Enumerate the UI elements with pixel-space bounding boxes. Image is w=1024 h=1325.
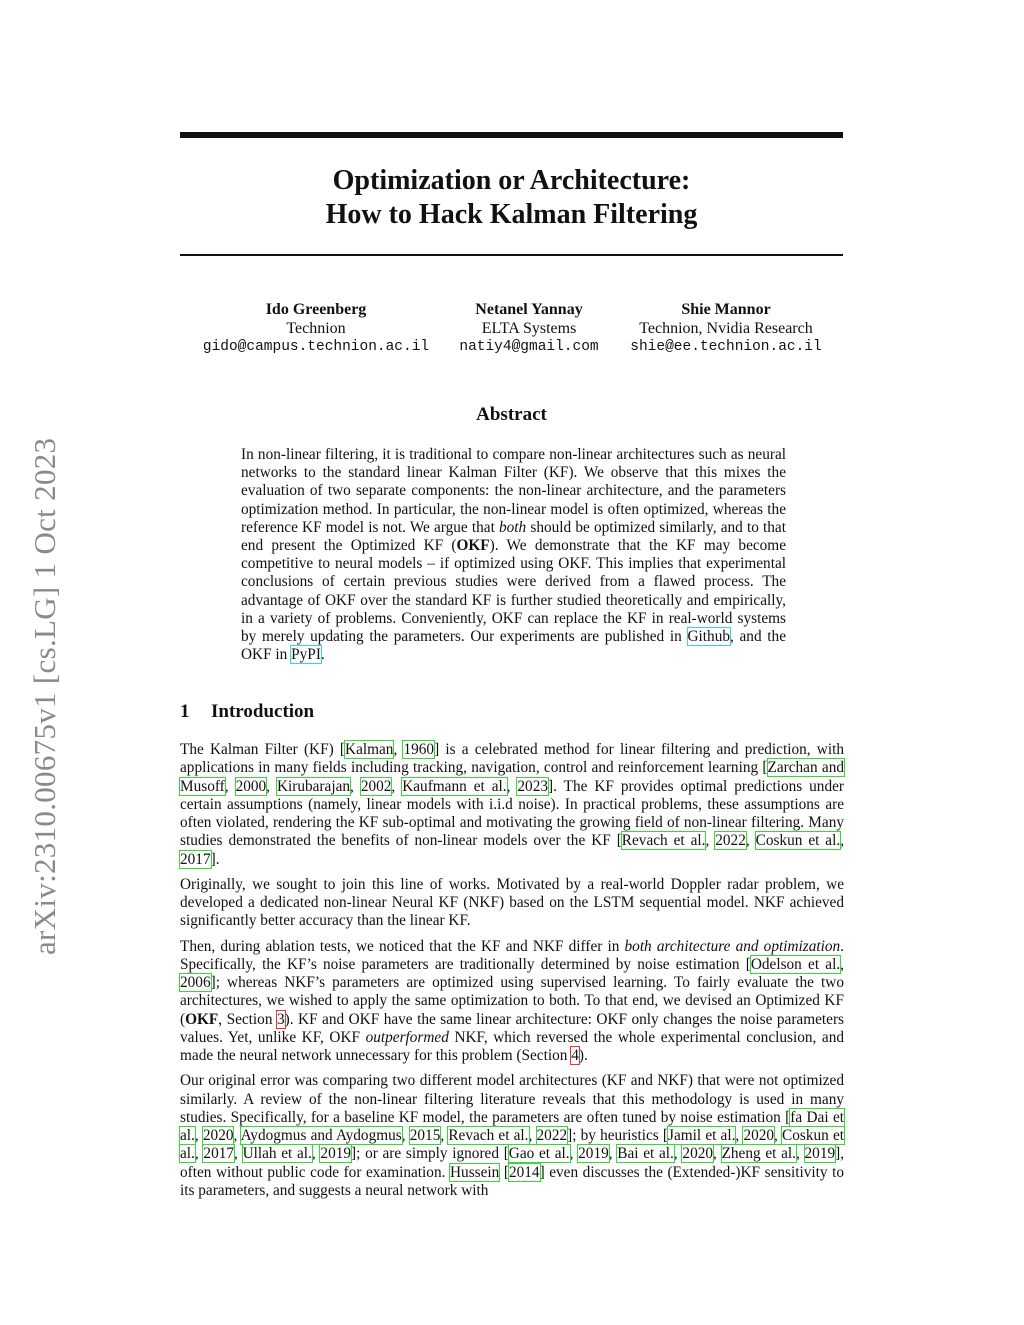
citation-link[interactable]: 2022 [536, 1127, 568, 1144]
text-run: Our original error was comparing two different model architectures (KF and NKF) that were not optimized similarly. A review of the non-linear filtering literature reveals that this methodology is used in many studies. Specifically, for a baseline KF model, the parameters are often tuned by noise estimation [ [180, 1072, 844, 1126]
pypi-link[interactable]: PyPI [291, 646, 321, 664]
author-email[interactable]: natiy4@gmail.com [459, 339, 599, 355]
text-run: , [233, 1127, 241, 1144]
text-run: ). KF and OKF have the same linear architecture: OKF only changes the noise parameters values. Yet, unlike KF, OKF [180, 1010, 844, 1046]
author-name: Ido Greenberg [265, 301, 367, 318]
author-1 [180, 300, 452, 357]
title-line-2: How to Hack Kalman Filtering [325, 199, 698, 230]
citation-link[interactable]: 2006 [180, 974, 211, 991]
paragraph-2: Originally, we sought to join this line of works. Motivated by a real-world Doppler radar problem, we developed a dedicated non-linear Neural KF (NKF) based on the LSTM sequential model. NKF achieved significantly better accuracy than the linear KF. [180, 875, 844, 930]
abstract-text-part: should be optimized similarly, and to that end present the Optimized KF ( [241, 518, 786, 555]
author-affiliation: Technion [286, 320, 346, 337]
citation-link[interactable]: Aydogmus and Aydogmus [240, 1127, 402, 1144]
citation-link[interactable]: fa Dai et al. [180, 1108, 844, 1144]
text-run: , [194, 1145, 204, 1163]
author-affiliation: ELTA Systems [481, 320, 577, 337]
citation-link[interactable]: 2023 [517, 777, 548, 795]
abstract-text [241, 446, 786, 664]
citation-link[interactable]: Bai et al. [617, 1145, 674, 1163]
citation-link[interactable]: Revach et al. [448, 1127, 529, 1144]
arxiv-identifier: arXiv:2310.00675v1 [cs.LG] 1 Oct 2023 [27, 437, 62, 955]
abstract-emphasis: both [499, 518, 527, 536]
citation-link[interactable]: 2020 [682, 1145, 714, 1163]
text-run: , [224, 777, 236, 795]
abstract-text-part: , and the OKF in [241, 628, 786, 664]
section-title: Introduction [211, 701, 315, 722]
abstract-text-part: ). We demonstrate that the KF may become competitive to neural models – if optimized using OKF. This implies that experimental conclusions of certain previous studies were derived from a flawed process. The advantage of OKF over the standard KF is further studied theoretically and empirically, in a variety of problems. Conveniently, OKF can replace the KF in real-world systems by merely updating the parameters. Our experiments are published in [241, 537, 786, 646]
section-ref-link[interactable]: 4 [571, 1047, 579, 1064]
text-run: The Kalman Filter (KF) [ [180, 741, 346, 758]
text-run: . Specifically, the KF’s noise parameters are traditionally determined by noise estimation [ [180, 937, 844, 973]
author-name: Netanel Yannay [475, 301, 583, 318]
text-run: , [745, 832, 756, 850]
text-run: , [774, 1127, 783, 1144]
citation-link[interactable]: Gao et al. [508, 1145, 570, 1163]
title-top-rule [180, 132, 843, 138]
abstract-text-part: . [320, 646, 325, 664]
author-3 [628, 300, 824, 357]
bold-text: OKF [185, 1010, 219, 1028]
text-run: , [194, 1127, 203, 1144]
text-run: , [506, 777, 518, 795]
text-run: , [569, 1145, 579, 1163]
emphasis-text: both architecture and optimization [624, 937, 841, 955]
citation-link[interactable]: 2017 [203, 1145, 235, 1163]
text-run: , [311, 1145, 321, 1163]
text-run: ] even discusses the (Extended-)KF sensitivity to its parameters, and suggests a neural network with [180, 1163, 844, 1199]
text-run: [ [499, 1163, 509, 1181]
citation-link[interactable]: Zarchan and Musoff [180, 759, 844, 795]
abstract-bold: OKF [456, 537, 490, 555]
citation-link[interactable]: 2022 [715, 832, 746, 850]
citation-link[interactable]: Kalman [345, 741, 394, 758]
author-name: Shie Mannor [681, 301, 771, 318]
text-run: , [795, 1145, 805, 1163]
author-2 [443, 300, 615, 357]
abstract-text-part: In non-linear filtering, it is traditional to compare non-linear architectures such as neural networks to the standard linear Kalman Filter (KF). We observe that this mixes the evaluation of two separate components: the non-linear architecture, and the parameters optimization method. In particular, the non-linear model is often optimized, whereas the reference KF model is not. We argue that [241, 446, 786, 536]
text-run: , [735, 1127, 744, 1144]
citation-link[interactable]: Hussein [450, 1163, 500, 1181]
text-run: , [401, 1127, 410, 1144]
section-heading-introduction [180, 700, 314, 724]
author-email[interactable]: gido@campus.technion.ac.il [202, 339, 430, 355]
citation-link[interactable]: Coskun et al. [180, 1127, 845, 1163]
text-run: , [234, 1145, 243, 1163]
text-run: , [350, 777, 361, 795]
author-block [180, 300, 843, 360]
text-run: , [266, 777, 277, 795]
citation-link[interactable]: Ullah et al. [242, 1145, 312, 1163]
citation-link[interactable]: 2020 [202, 1127, 234, 1144]
citation-link[interactable]: 2019 [320, 1145, 352, 1163]
paragraph-1 [180, 741, 844, 869]
text-run: ). [578, 1047, 588, 1064]
citation-link[interactable]: Coskun et al. [755, 832, 841, 850]
text-run: , Section [218, 1010, 277, 1028]
text-run: , [705, 832, 716, 850]
text-run: ]. The KF provides optimal predictions under certain assumptions (namely, linear models with i.i.d noise). In practical problems, these assumptions are often violated, rendering the KF sub-optimal and motivating the growing field of non-linear filtering. Many studies demonstrated the benefits of non-linear models over the KF [ [180, 777, 844, 850]
text-run: ], often without public code for examination. [180, 1145, 845, 1181]
text-run: ] is a celebrated method for linear filtering and prediction, with applications in many fields including tracking, navigation, control and reinforcement learning [ [180, 741, 844, 777]
author-affiliation: Technion, Nvidia Research [639, 320, 813, 337]
text-run: ]; by heuristics [ [567, 1127, 669, 1144]
citation-link[interactable]: Revach et al. [621, 832, 706, 850]
text-run: , [391, 777, 403, 795]
section-ref-link[interactable]: 3 [276, 1010, 285, 1028]
citation-link[interactable]: Jamil et al. [668, 1127, 736, 1144]
citation-link[interactable]: Kirubarajan [276, 777, 351, 795]
emphasis-text: outperformed [365, 1028, 449, 1046]
citation-link[interactable]: 2019 [578, 1145, 609, 1163]
citation-link[interactable]: 2020 [743, 1127, 775, 1144]
text-run: ]; whereas NKF’s parameters are optimized using supervised learning. To fairly evaluate the two architectures, we wished to apply the same optimization to both. To that end, we devised an Optimized KF ( [180, 974, 844, 1028]
citation-link[interactable]: 2019 [804, 1145, 836, 1163]
paragraph-4 [180, 1072, 844, 1200]
section-number: 1 [180, 701, 190, 722]
text-run: NKF, which reversed the whole experimental conclusion, and made the neural network unnecessary for this problem (Section [180, 1028, 844, 1064]
text-run: , [713, 1145, 722, 1163]
text-run: , [840, 955, 844, 973]
citation-link[interactable]: 2015 [409, 1127, 441, 1144]
paper-title [180, 164, 843, 232]
citation-link[interactable]: Odelson et al. [750, 955, 841, 973]
title-line-1: Optimization or Architecture: [332, 165, 691, 196]
citation-link[interactable]: 1960 [403, 741, 435, 758]
citation-link[interactable]: Kaufmann et al. [402, 777, 507, 795]
text-run: , [393, 741, 404, 758]
citation-link[interactable]: 2000 [235, 777, 267, 795]
text-run: , [440, 1127, 449, 1144]
text-run: Then, during ablation tests, we noticed that the KF and NKF differ in [180, 937, 625, 955]
citation-link[interactable]: 2002 [360, 777, 392, 795]
text-run: , [528, 1127, 537, 1144]
github-link[interactable]: Github [687, 628, 730, 646]
abstract-heading: Abstract [476, 404, 547, 425]
citation-link[interactable]: 2017 [180, 850, 211, 868]
text-run: , [673, 1145, 683, 1163]
citation-link[interactable]: 2014 [508, 1163, 540, 1181]
author-email[interactable]: shie@ee.technion.ac.il [630, 339, 822, 355]
title-bottom-rule [180, 254, 843, 256]
paragraph-3 [180, 938, 844, 1066]
text-run: , [608, 1145, 618, 1163]
text-run: , [840, 832, 845, 850]
citation-link[interactable]: Zheng et al. [721, 1145, 796, 1163]
text-run: ]. [210, 850, 220, 868]
introduction-body [180, 741, 844, 1207]
text-run: ]; or are simply ignored [ [351, 1145, 509, 1163]
